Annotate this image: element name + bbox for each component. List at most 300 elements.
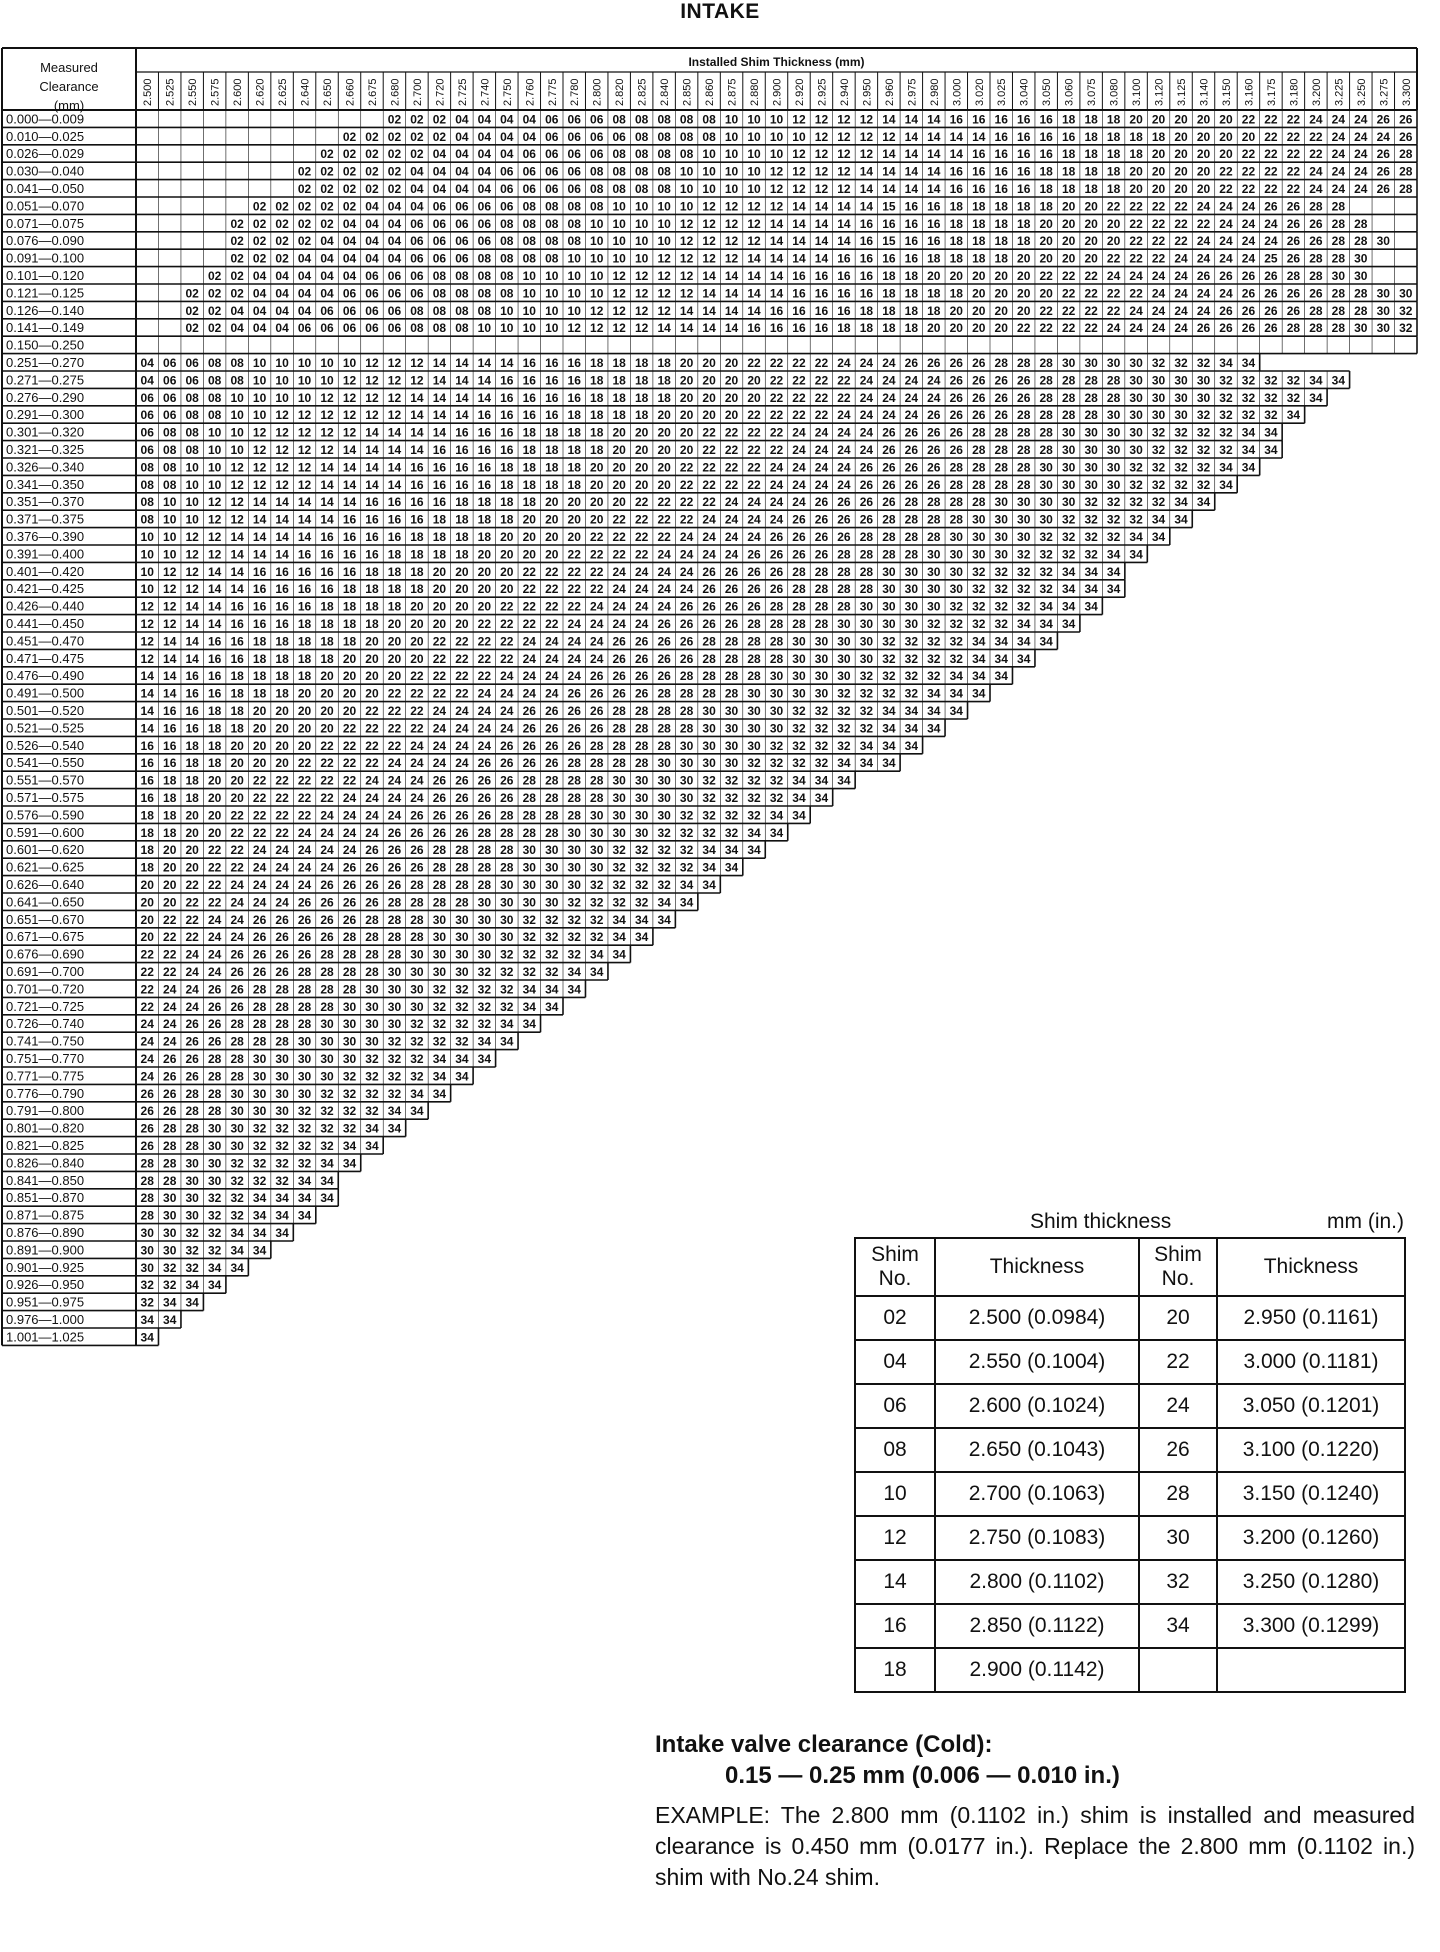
shim-number-cell: 26 [792,530,806,544]
clearance-range-label: 0.801—0.820 [6,1120,85,1136]
shim-number-cell: 18 [545,460,559,475]
shim-number-cell: 32 [1286,390,1301,405]
shim-number-cell: 30 [163,1208,177,1223]
shim-number-cell: 34 [1129,530,1143,544]
shim-number-cell: 32 [1241,390,1256,405]
shim-number-cell: 28 [432,895,447,910]
shim-number-cell: 22 [545,564,559,579]
shim-number-cell: 34 [522,1017,536,1032]
shim-number-cell: 24 [387,791,402,805]
shim-number-cell: 18 [140,825,154,840]
shim-number-cell: 24 [342,791,357,805]
clearance-range-label: 0.691—0.700 [6,964,85,979]
shim-number-cell: 32 [837,738,851,753]
shim-number-cell: 32 [1151,495,1166,510]
shim-number-cell: 26 [1241,286,1256,301]
shim-number-cell: 04 [297,286,312,301]
shim-number-cell: 10 [545,303,559,318]
shim-number-cell: 34 [230,1226,244,1240]
shim-number-cell: 26 [994,408,1008,423]
shim-number-cell: 02 [252,234,267,249]
shim-number-cell: 28 [972,443,986,457]
shim-number-cell: 28 [590,791,604,805]
shim-number-cell: 30 [814,634,829,649]
shim-number-cell: 18 [634,373,649,388]
shim-number-cell: 30 [724,704,739,718]
shim-number-cell: 04 [477,182,492,196]
shim-number-cell: 32 [545,947,559,962]
shim-number-cell: 32 [1017,582,1031,597]
shim-number-cell: 28 [320,999,334,1014]
shim-number-cell: 20 [163,843,177,858]
shim-number-cell: 32 [1196,356,1211,370]
shim-number-cell: 30 [724,721,739,736]
shim-number-cell: 12 [837,147,851,162]
shim-number-cell: 10 [140,582,154,597]
shim-number-cell: 26 [769,564,784,579]
shim-number-cell: 32 [792,738,806,753]
shim-number-cell: 22 [522,599,536,614]
shim-number-cell: 20 [455,564,469,579]
shim-number-cell: 30 [612,825,626,840]
shim-number-cell: 18 [163,773,177,788]
shim-number-cell: 26 [545,756,559,771]
shim-number-cell: 22 [1264,129,1278,144]
shim-number-cell: 26 [297,947,312,962]
shim-number-cell: 32 [1017,599,1031,614]
shim-number-cell: 24 [634,564,649,579]
shim-number-cell: 16 [837,251,851,266]
shim-number-cell: 24 [1174,321,1188,336]
shim-number-cell: 28 [500,843,514,858]
shim-number-cell: 28 [545,791,559,805]
shim-number-cell: 28 [1039,425,1053,440]
shim-number-cell: 18 [994,251,1008,266]
shim-number-cell: 30 [275,1069,289,1084]
shim-number-cell: 10 [185,460,199,475]
shim-number-cell: 34 [252,1243,267,1258]
shim-number-cell: 26 [1399,129,1413,144]
shim-number-cell: 26 [230,965,244,979]
shim-number-cell: 12 [590,303,604,318]
shim-number-cell: 28 [612,738,626,753]
shim-number-cell: 22 [230,825,244,840]
shim-number-cell: 24 [477,704,492,718]
shim-number-cell: 12 [320,408,334,423]
shim-number-cell: 18 [432,547,447,562]
shim-number-cell: 28 [792,617,806,631]
shim-number-cell: 14 [455,408,469,423]
shim-number-cell: 16 [837,286,851,301]
shim-number-cell: 18 [207,704,222,718]
shim-number-cell: 14 [230,530,244,544]
shim-number-cell: 14 [140,686,154,701]
shim-number-cell: 26 [230,982,244,997]
shim-number-cell: 14 [252,530,267,544]
shim-number-cell: 16 [365,495,379,510]
shim-number-cell: 30 [724,738,739,753]
shim-number-cell: 18 [522,495,536,510]
shim-number-cell: 22 [634,495,649,510]
shim-number-cell: 28 [185,1121,199,1136]
shim-number-cell: 16 [814,321,829,336]
clearance-range-label: 0.291—0.300 [6,407,85,423]
shim-number-cell: 28 [1039,408,1053,423]
shim-number-cell: 10 [769,147,784,162]
shim-number-cell: 16 [792,321,806,336]
shim-number-cell: 34 [1129,547,1143,562]
shim-number-cell: 24 [634,582,649,597]
shim-number-cell: 22 [230,860,244,875]
shim-number-cell: 14 [927,129,941,144]
shim-number-cell: 20 [230,791,244,805]
shim-number-cell: 30 [432,965,447,979]
shim-number-cell: 20 [320,669,334,684]
shim-number-cell: 12 [837,164,851,179]
shim-number-cell: 10 [679,182,694,196]
shim-number-cell: 34 [1061,582,1076,597]
shim-number-cell: 24 [882,390,896,405]
shim-number-cell: 22 [163,947,177,962]
shim-number-cell: 20 [747,390,761,405]
shim-number-cell: 32 [432,999,447,1014]
shim-number-cell: 28 [1354,216,1368,231]
shim-number-cell: 04 [365,251,379,266]
shim-number-cell: 24 [1354,182,1368,196]
shim-number-cell: 34 [724,860,739,875]
shim-number-cell: 34 [545,999,559,1014]
shim-number-cell: 24 [702,547,716,562]
shim-number-cell: 18 [410,547,424,562]
shim-number-cell: 12 [859,129,874,144]
shim-number-cell: 28 [679,704,694,718]
clearance-range-label: 0.521—0.525 [6,720,85,736]
shim-number-cell: 14 [252,512,267,527]
shim-number-cell: 18 [972,216,986,231]
clearance-heading: Intake valve clearance (Cold): [655,1731,993,1758]
shim-number-cell: 10 [140,530,154,544]
shim-number-cell: 16 [432,477,447,492]
shim-number-cell: 30 [1061,443,1076,457]
shim-number-cell: 02 [432,112,447,127]
shim-number-cell: 28 [230,1017,244,1032]
shim-number-cell: 22 [1286,112,1301,127]
shim-number-cell: 24 [320,860,334,875]
shim-number-cell: 02 [297,216,312,231]
shim-number-cell: 26 [792,512,806,527]
shim-number-cell: 30 [522,895,536,910]
shim-number-cell: 16 [500,408,514,423]
shim-number-cell: 18 [634,356,649,370]
clearance-range-label: 0.576—0.590 [6,807,85,823]
shim-number-cell: 28 [140,1208,154,1223]
shim-number-cell: 30 [882,599,896,614]
shim-number-cell: 22 [410,721,424,736]
shim-number-cell: 20 [455,599,469,614]
clearance-range-label: 0.026—0.029 [6,146,85,162]
shim-number-cell: 22 [814,390,829,405]
shim-number-cell: 32 [1196,408,1211,423]
shim-number-cell: 32 [432,1034,447,1049]
shim-number-cell: 24 [590,651,604,666]
shim-number-cell: 12 [679,286,694,301]
shim-number-cell: 16 [994,112,1008,127]
shim-number-cell: 16 [432,495,447,510]
shim-number-cell: 28 [1309,251,1323,266]
shim-number-cell: 18 [1106,129,1121,144]
shim-number-cell: 34 [207,1260,222,1275]
shim-number-cell: 28 [747,634,761,649]
shim-number-cell: 20 [1039,234,1053,249]
shim-number-cell: 22 [747,408,761,423]
shim-number-cell: 34 [1039,599,1053,614]
shim-number-cell: 34 [837,756,851,771]
shim-number-cell: 34 [297,1208,312,1223]
thickness-column-label: 2.720 [434,78,447,106]
shim-number-cell: 26 [455,773,469,788]
shim-number-cell: 16 [275,582,289,597]
shim-number-cell: 16 [500,373,514,388]
clearance-range-label: 0.030—0.040 [6,163,85,179]
shim-number-cell: 10 [230,443,244,457]
shim-number-cell: 30 [1017,512,1031,527]
shim-number-cell: 20 [724,373,739,388]
shim-number-cell: 18 [837,321,851,336]
shim-number-cell: 12 [769,182,784,196]
shim-number-cell: 16 [904,216,919,231]
shim-number-cell: 14 [882,164,896,179]
shim-number-cell: 32 [949,599,963,614]
thickness-column-label: 2.500 [142,78,155,106]
shim-number-cell: 28 [163,1121,177,1136]
shim-number-cell: 28 [994,356,1008,370]
shim-number-cell: 34 [814,773,829,788]
shim-number-cell: 34 [949,686,963,701]
shim-number-cell: 32 [590,895,604,910]
shim-number-cell: 12 [163,599,177,614]
shim-number-cell: 26 [814,547,829,562]
shim-number-cell: 34 [994,651,1008,666]
shim-number-cell: 28 [1106,373,1121,388]
thickness-cell: 2.950 (0.1161) [1217,1296,1405,1340]
shim-number-cell: 28 [972,425,986,440]
shim-number-cell: 22 [522,564,536,579]
shim-number-cell: 22 [545,582,559,597]
shim-number-cell: 24 [679,547,694,562]
shim-number-cell: 32 [140,1295,154,1310]
shim-number-cell: 12 [140,617,154,631]
shim-number-cell: 24 [1354,112,1368,127]
shim-number-cell: 34 [1241,460,1256,475]
shim-number-cell: 30 [455,965,469,979]
shim-number-cell: 30 [1354,251,1368,266]
thickness-column-label: 3.020 [973,78,986,106]
shim-number-cell: 26 [634,686,649,701]
shim-number-cell: 32 [477,982,492,997]
shim-number-cell: 32 [702,808,716,823]
shim-number-cell: 10 [500,321,514,336]
shim-number-cell: 32 [455,999,469,1014]
shim-number-cell: 18 [297,669,312,684]
shim-number-cell: 30 [1331,269,1346,283]
shim-number-cell: 10 [252,408,267,423]
shim-number-cell: 08 [702,112,716,127]
shim-number-cell: 14 [477,390,492,405]
shim-number-cell: 08 [432,286,447,301]
shim-number-cell: 18 [972,251,986,266]
shim-no-cell: 26 [1139,1428,1217,1472]
shim-number-cell: 32 [1219,390,1233,405]
shim-number-cell: 32 [1151,443,1166,457]
shim-number-cell: 30 [1196,390,1211,405]
shim-number-cell: 22 [1061,286,1076,301]
shim-number-cell: 14 [275,530,289,544]
shim-number-cell: 32 [207,1226,222,1240]
shim-number-cell: 04 [387,199,402,214]
shim-number-cell: 06 [477,216,492,231]
thickness-column-label: 2.600 [232,78,245,106]
shim-number-cell: 22 [724,425,739,440]
shim-number-cell: 30 [612,791,626,805]
shim-number-cell: 32 [1084,495,1098,510]
header-shim-no: Shim No. [855,1238,935,1296]
shim-number-cell: 26 [1286,286,1301,301]
shim-number-cell: 02 [207,286,222,301]
shim-number-cell: 32 [994,564,1008,579]
shim-number-cell: 06 [590,147,604,162]
shim-number-cell: 20 [545,547,559,562]
shim-number-cell: 06 [500,182,514,196]
shim-number-cell: 18 [342,617,357,631]
shim-number-cell: 32 [590,930,604,945]
shim-number-cell: 26 [1219,269,1233,283]
shim-number-cell: 04 [410,199,424,214]
shim-number-cell: 28 [432,878,447,892]
shim-number-cell: 28 [657,738,671,753]
shim-number-cell: 34 [1061,564,1076,579]
shim-number-cell: 26 [320,912,334,927]
shim-number-cell: 32 [859,669,874,684]
shim-number-cell: 24 [410,791,424,805]
shim-number-cell: 20 [679,425,694,440]
shim-number-cell: 20 [1017,303,1031,318]
shim-number-cell: 16 [972,112,986,127]
shim-number-cell: 20 [1039,286,1053,301]
shim-number-cell: 06 [297,321,312,336]
shim-number-cell: 16 [567,373,581,388]
shim-number-cell: 14 [769,269,784,283]
shim-number-cell: 22 [455,651,469,666]
shim-number-cell: 14 [365,443,379,457]
shim-number-cell: 34 [1039,634,1053,649]
shim-number-cell: 26 [724,564,739,579]
corner-header-line: Clearance [39,79,99,94]
shim-number-cell: 22 [140,982,154,997]
shim-number-cell: 20 [500,582,514,597]
shim-number-cell: 28 [207,1086,222,1101]
shim-number-cell: 32 [410,1069,424,1084]
shim-no-cell [1139,1648,1217,1692]
shim-number-cell: 28 [207,1104,222,1119]
clearance-range-label: 0.041—0.050 [6,181,85,196]
shim-number-cell: 34 [1061,617,1076,631]
shim-number-cell: 04 [410,164,424,179]
shim-number-cell: 30 [1084,477,1098,492]
shim-number-cell: 22 [567,582,581,597]
shim-number-cell: 34 [320,1191,334,1206]
shim-number-cell: 18 [1084,182,1098,196]
thickness-column-label: 3.050 [1041,78,1054,106]
shim-number-cell: 08 [634,164,649,179]
shim-number-cell: 14 [185,599,199,614]
shim-number-cell: 30 [657,756,671,771]
shim-number-cell: 24 [545,651,559,666]
shim-number-cell: 18 [320,599,334,614]
shim-number-cell: 06 [320,321,334,336]
shim-number-cell: 32 [320,1104,334,1119]
shim-number-cell: 32 [1219,425,1233,440]
shim-number-cell: 26 [252,930,267,945]
shim-number-cell: 32 [567,895,581,910]
shim-number-cell: 22 [185,912,199,927]
shim-number-cell: 20 [679,390,694,405]
shim-number-cell: 20 [500,564,514,579]
shim-number-cell: 12 [882,129,896,144]
shim-number-cell: 26 [1399,112,1413,127]
shim-number-cell: 08 [679,129,694,144]
shim-number-cell: 10 [747,182,761,196]
thickness-column-label: 3.300 [1400,78,1413,106]
shim-number-cell: 24 [500,686,514,701]
shim-number-cell: 14 [207,599,222,614]
shim-number-cell: 16 [500,443,514,457]
shim-number-cell: 20 [657,460,671,475]
shim-number-cell: 34 [882,721,896,736]
shim-number-cell: 34 [1151,512,1166,527]
shim-number-cell: 28 [275,982,289,997]
shim-number-cell: 16 [252,617,267,631]
shim-number-cell: 22 [432,686,447,701]
shim-number-cell: 16 [455,443,469,457]
shim-number-cell: 26 [882,460,896,475]
shim-number-cell: 30 [859,651,874,666]
shim-number-cell: 04 [342,234,357,249]
shim-number-cell: 26 [1286,251,1301,266]
shim-number-cell: 10 [185,477,199,492]
shim-number-cell: 24 [365,791,379,805]
thickness-column-label: 3.140 [1198,78,1211,106]
shim-number-cell: 04 [455,147,469,162]
shim-number-cell: 12 [207,547,222,562]
shim-number-cell: 32 [1129,512,1143,527]
shim-number-cell: 32 [590,878,604,892]
shim-number-cell: 24 [859,408,874,423]
shim-number-cell: 18 [365,599,379,614]
shim-number-cell: 30 [972,547,986,562]
shim-number-cell: 30 [387,1017,402,1032]
shim-number-cell: 26 [432,808,447,823]
shim-number-cell: 30 [163,1191,177,1206]
shim-number-cell: 26 [679,617,694,631]
shim-number-cell: 20 [185,808,199,823]
shim-number-cell: 06 [185,373,199,388]
shim-number-cell: 26 [163,1104,177,1119]
shim-number-cell: 22 [769,373,784,388]
shim-number-cell: 22 [477,651,492,666]
clearance-range-label: 0.126—0.140 [6,302,85,318]
shim-number-cell: 16 [994,164,1008,179]
shim-number-cell: 32 [410,1052,424,1066]
